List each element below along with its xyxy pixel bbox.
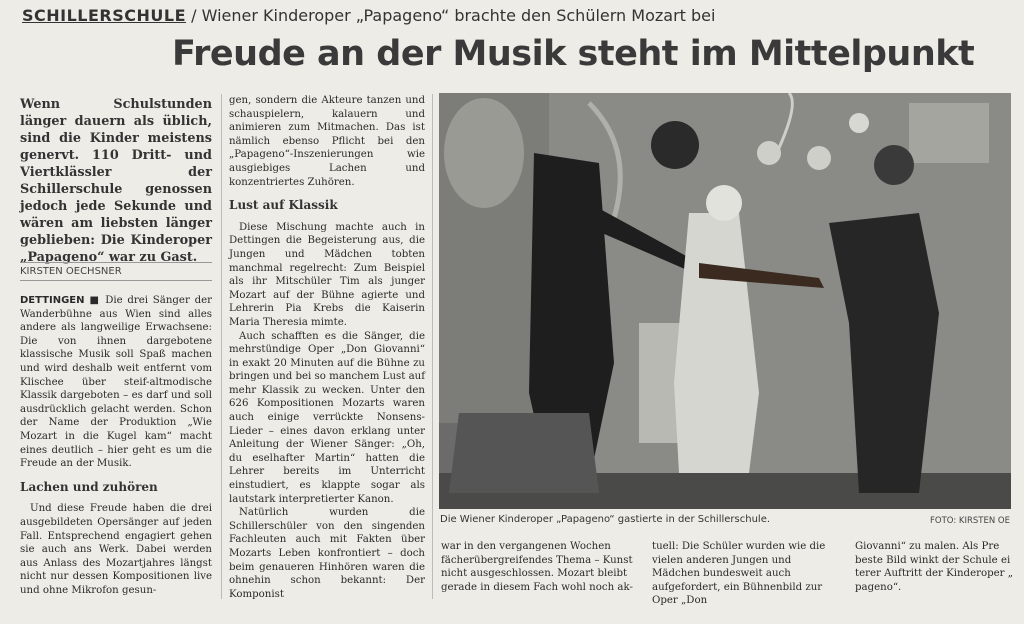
- paragraph: tuell: Die Schüler wurden wie die vielen anderen Jungen und Mädchen bundesweit auch aufgefordert, ein Bühnenbild zur Oper „Don: [652, 541, 826, 607]
- article-column-2: [229, 94, 425, 601]
- article-column-4: [652, 540, 842, 608]
- dateline: DETTINGEN ■: [20, 295, 101, 306]
- headline: Freude an der Musik steht im Mittelpunkt: [172, 34, 975, 74]
- paragraph: war in den vergangenen Wochen fächerübergreifendes Thema – Kunst nicht ausgeschlossen. Mozart bleibt gerade in diesem Fach wohl noch ak-: [441, 541, 633, 593]
- lead-paragraph: Wenn Schulstunden länger dauern als üblich, sind die Kinder meistens genervt. 110 Dritt- und Viertklässler der Schillerschule genossen jedoch jede Sekunde und wären am liebsten länger geblieben: Die Kinderoper „Papageno“ war zu Gast.: [20, 97, 212, 265]
- kicker-text: / Wiener Kinderoper „Papageno“ brachte den Schülern Mozart bei: [191, 6, 716, 25]
- kicker-line: [22, 6, 1022, 25]
- author-byline: KIRSTEN OECHSNER: [20, 262, 212, 281]
- paragraph: [20, 294, 212, 471]
- stage-photo-illustration: [439, 93, 1011, 509]
- paragraph: Diese Mischung machte auch in Dettingen die Begeisterung aus, die Jungen und Mädchen tobten manchmal regelrecht: Zum Beispiel als ihr Mitschüler Tim als junger Mozart auf der Bühne agierte und Lehrerin Pia Krebs die Kaiserin Maria Theresia mimte.: [229, 221, 425, 328]
- article-column-1: [20, 294, 212, 597]
- paragraph: Und diese Freude haben die drei ausgebildeten Opersänger auf jeden Fall. Entsprechend engagiert gehen sie auch ans Werk. Dabei werden aus Anlass des Mozartjahres längst nicht nur dessen Kompositionen live und ohne Mikrofon gesun-: [20, 503, 212, 596]
- column-divider: [221, 94, 222, 599]
- subheading: Lust auf Klassik: [229, 198, 338, 213]
- column-divider: [432, 94, 433, 599]
- photo-credit: FOTO: KIRSTEN OE: [930, 516, 1010, 526]
- paragraph: Auch schafften es die Sänger, die mehrstündige Oper „Don Giovanni“ in exakt 20 Minuten auf die Bühne zu bringen und bei so manchem Lust auf mehr Klassik zu wecken. Unter den 626 Kompositionen Mozarts waren auch einige verrückte Nonsens-Lieder – eines davon erklang unter Anleitung der Wiener Sänger: „Oh, du eselhafter Martin“ hatten die Lehrer bereits im Unterricht einstudiert, es klappte sogar als lautstark interpretierter Kanon.: [229, 330, 425, 505]
- subheading: Lachen und zuhören: [20, 479, 158, 494]
- paragraph-text: Die drei Sänger der Wanderbühne aus Wien sind alles andere als langweilige Erwachsene: Die von ihnen dargebotene klassische Musik soll Spaß machen und wird deshalb weit entfernt vom Klischee über steif-altmodische Klassik dargeboten – es darf und soll ausdrücklich gelacht werden. Schon der Name der Produktion „Wie Mozart in die Kugel kam“ macht eines deutlich – hier geht es um die Freude an der Musik.: [20, 295, 212, 470]
- article-column-3: [441, 540, 641, 594]
- section-tag: SCHILLERSCHULE: [22, 6, 187, 25]
- paragraph: gen, sondern die Akteure tanzen und schauspielern, kalauern und animieren zum Mitmachen. Das ist nämlich ebenso Pflicht bei den „Papageno“-Inszenierungen wie ausgiebiges Lachen und konzentriertes Zuhören.: [229, 95, 425, 188]
- photo-caption: Die Wiener Kinderoper „Papageno“ gastierte in der Schillerschule.: [440, 514, 771, 525]
- article-photo: [439, 93, 1011, 509]
- article-column-5: [855, 540, 1024, 594]
- paragraph: Natürlich wurden die Schillerschüler von den singenden Fachleuten auch mit Fakten über Mozarts Leben konfrontiert – doch beim genaueren Hinhören waren die ohnehin schon bekannt: Der Komponist: [229, 507, 425, 600]
- paragraph: Giovanni“ zu malen. Als Pre beste Bild winkt der Schule ei terer Auftritt der Kinderoper „ pageno“.: [855, 541, 1014, 593]
